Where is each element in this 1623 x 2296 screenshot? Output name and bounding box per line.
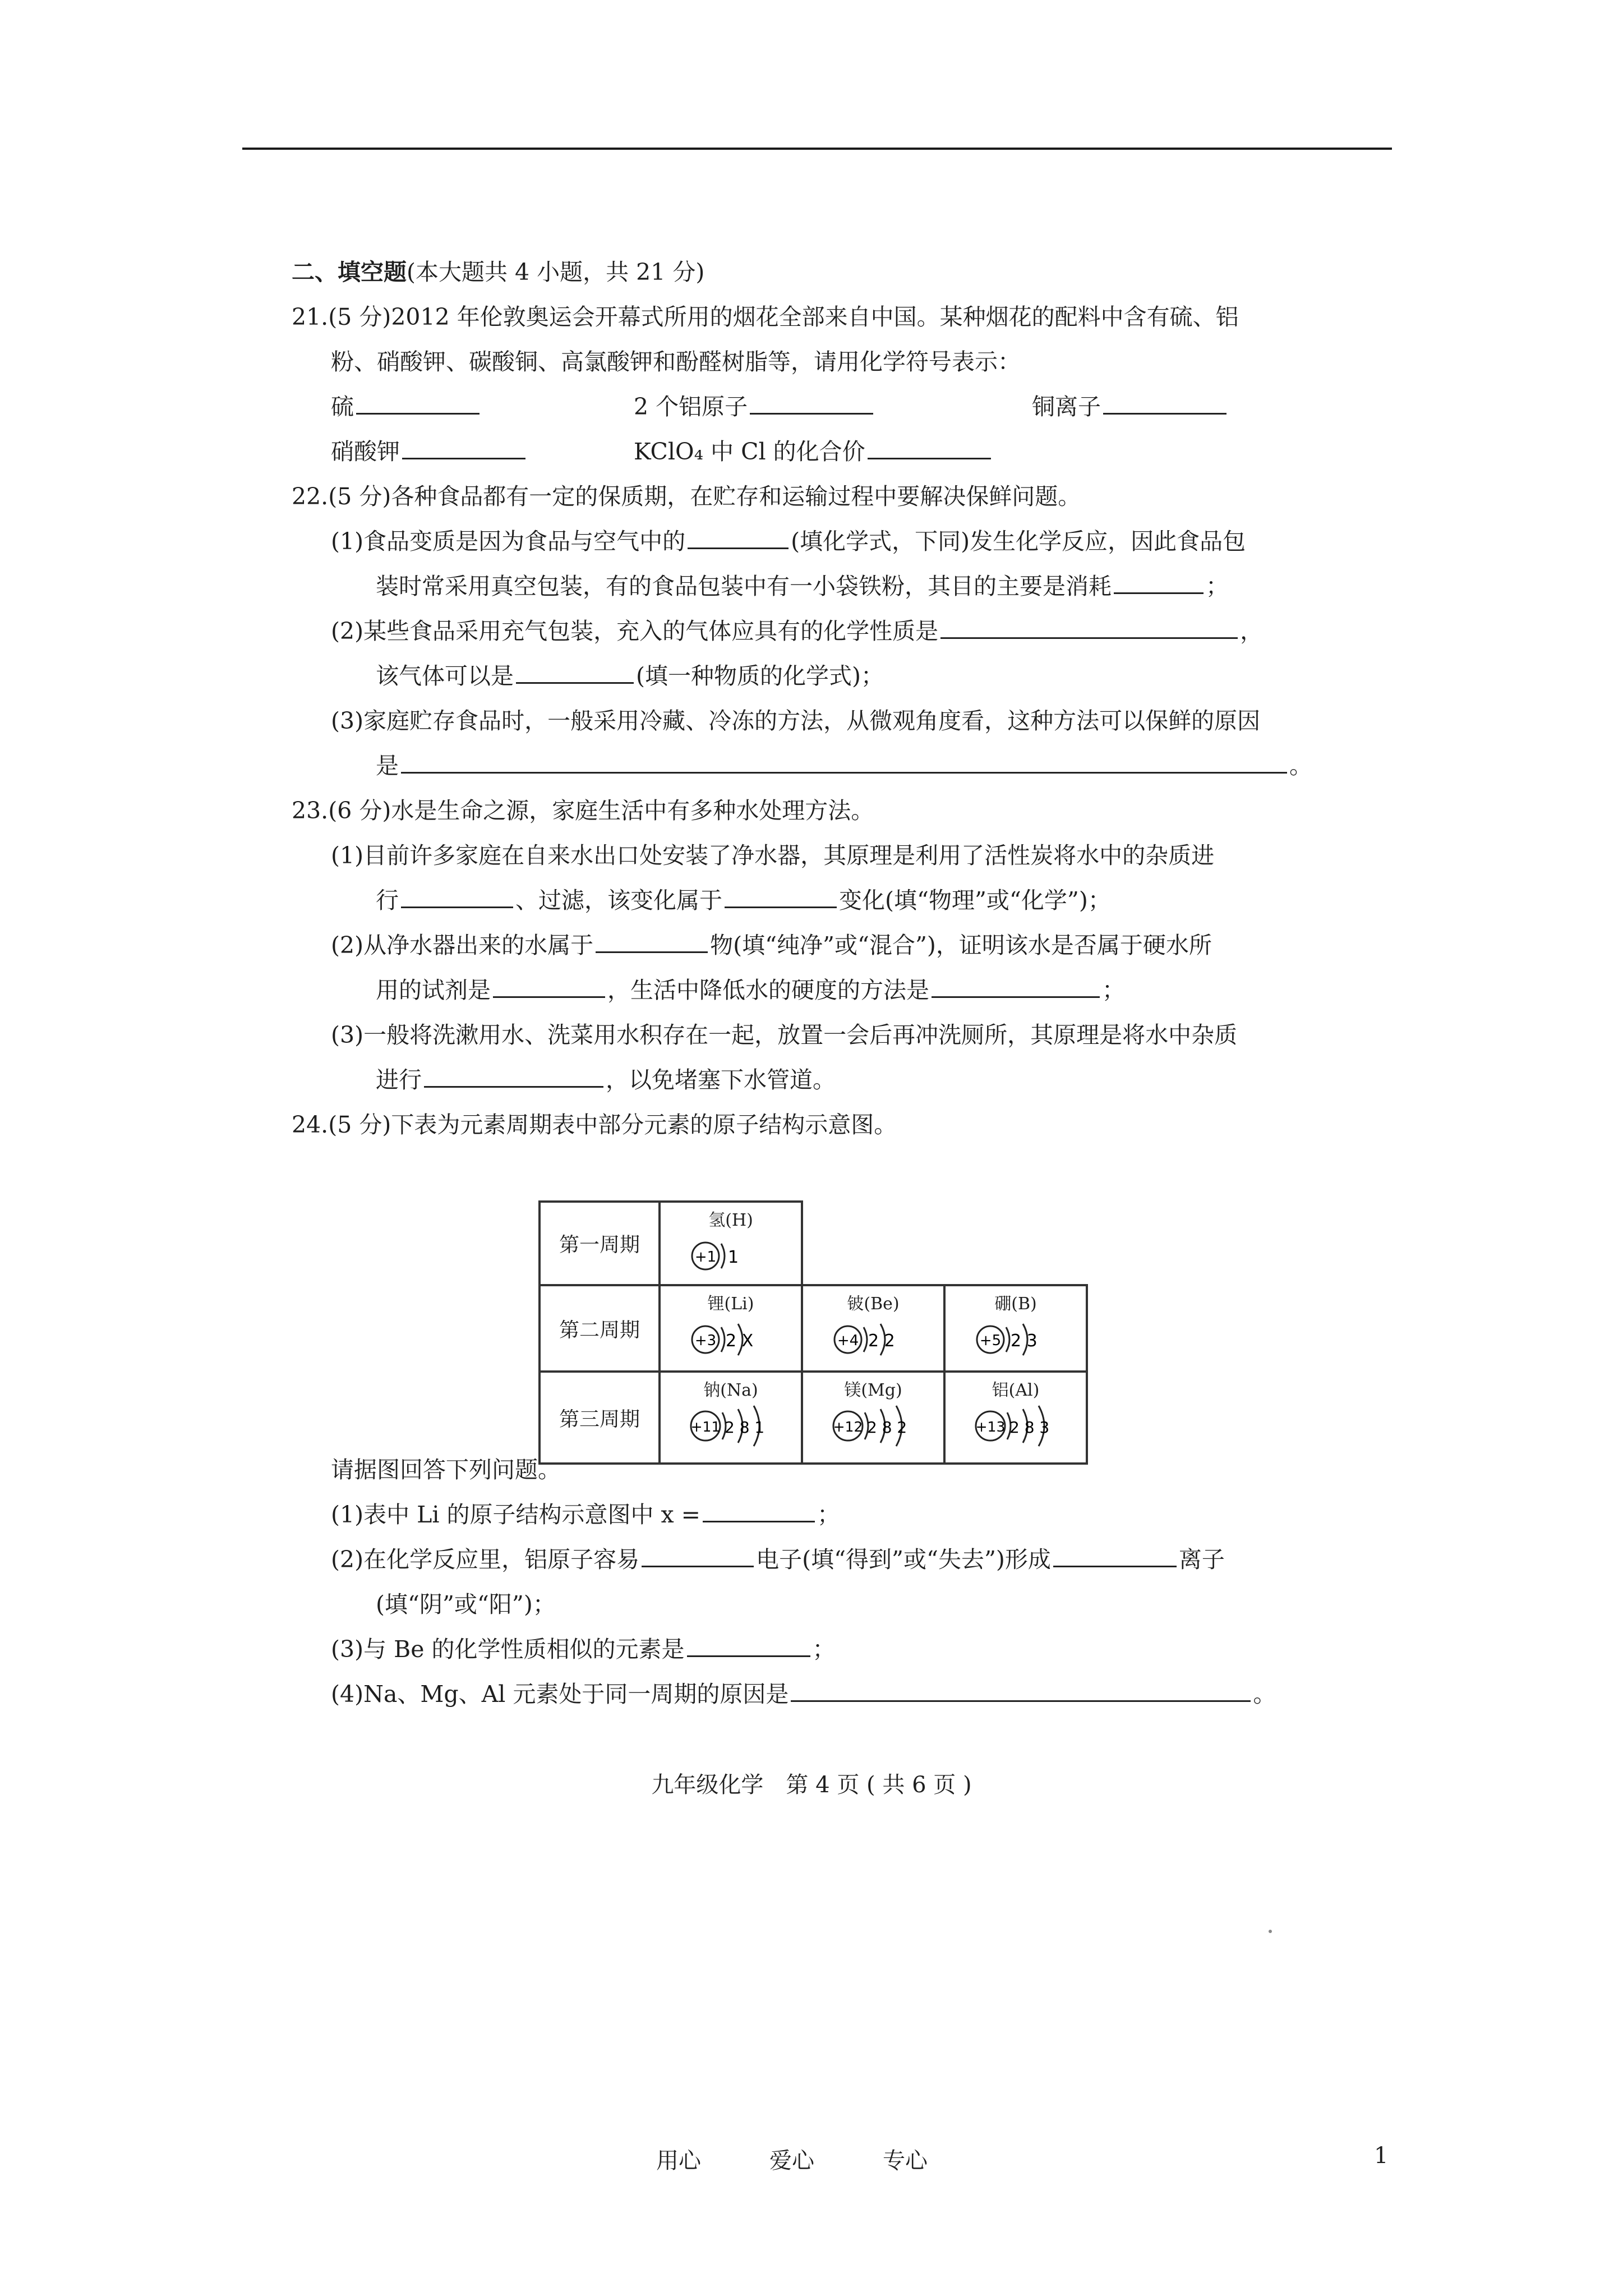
svg-text:+5: +5 (979, 1332, 1002, 1349)
element-cell-al (944, 1372, 1087, 1464)
q22-p1-line2: 装时常采用真空包装，有的食品包装中有一小袋铁粉，其目的主要是消耗 ； (376, 569, 1229, 603)
blank[interactable] (687, 1633, 810, 1657)
svg-text:+4: +4 (837, 1332, 859, 1349)
q22-intro: 22.(5 分)各种食品都有一定的保质期，在贮存和运输过程中要解决保鲜问题。 (292, 483, 1081, 510)
top-rule (242, 148, 1392, 150)
section-note: (本大题共 4 小题，共 21 分) (407, 259, 705, 286)
blank[interactable] (703, 1498, 815, 1522)
blank[interactable] (940, 615, 1238, 639)
blank[interactable] (1053, 1543, 1177, 1567)
element-cell-mg (802, 1372, 944, 1464)
scan-speck (1269, 1930, 1272, 1933)
svg-text:2 8 1: 2 8 1 (725, 1418, 765, 1437)
q24-intro: 24.(5 分)下表为元素周期表中部分元素的原子结构示意图。 (292, 1111, 897, 1138)
element-name: 氢(H) (708, 1211, 753, 1230)
period-label: 第一周期 (540, 1202, 660, 1285)
blank[interactable] (516, 660, 634, 684)
blank[interactable] (401, 884, 513, 908)
element-name: 铍(Be) (847, 1294, 900, 1314)
slogan: 用心 (656, 2148, 701, 2174)
atom-diagram-be (831, 1317, 938, 1362)
svg-text:2 2: 2 2 (868, 1331, 895, 1351)
svg-text:2 8 2: 2 8 2 (867, 1418, 907, 1437)
element-name: 铝(Al) (992, 1381, 1040, 1400)
q21-item-kno3: 硝酸钾 (331, 435, 528, 468)
blank[interactable] (868, 435, 991, 459)
blank[interactable] (750, 390, 873, 415)
section-heading (292, 255, 704, 289)
slogan: 专心 (883, 2148, 928, 2174)
section-title: 二、填空题 (292, 259, 407, 286)
page-number: 1 (1374, 2143, 1389, 2169)
element-name: 锂(Li) (707, 1294, 754, 1314)
slogan: 爱心 (769, 2148, 814, 2174)
element-cell-be (802, 1285, 944, 1372)
blank[interactable] (356, 390, 479, 415)
atom-diagram-mg (831, 1404, 938, 1448)
page-footer: 九年级化学 第 4 页 ( 共 6 页 ) (651, 1772, 972, 1798)
nucleus-charge: +1 (694, 1249, 717, 1266)
blank[interactable] (932, 974, 1100, 998)
q21-item-al: 2 个铝原子 (634, 390, 875, 424)
element-cell-li (660, 1285, 802, 1372)
period-label: 第二周期 (540, 1285, 660, 1372)
q22-p2-line2: 该气体可以是 (填一种物质的化学式)； (376, 659, 884, 693)
svg-text:+13: +13 (975, 1419, 1006, 1435)
element-cell-b (944, 1285, 1087, 1372)
table-row (540, 1202, 1087, 1285)
blank[interactable] (642, 1543, 754, 1567)
atom-diagram-h (689, 1234, 795, 1278)
blank[interactable] (424, 1064, 603, 1088)
element-name: 钠(Na) (703, 1381, 758, 1400)
element-name: 镁(Mg) (844, 1381, 902, 1400)
q24-prompt: 请据图回答下列问题。 (331, 1456, 561, 1483)
blank[interactable] (688, 525, 789, 549)
blank[interactable] (791, 1678, 1251, 1702)
q24-s2-line2: (填“阴”或“阳”)； (376, 1591, 556, 1618)
table-row (540, 1372, 1087, 1464)
q21-item-s: 硫 (331, 390, 482, 424)
blank[interactable] (1114, 570, 1204, 594)
blank[interactable] (401, 749, 1287, 774)
element-name: 硼(B) (994, 1294, 1037, 1314)
blank[interactable] (725, 884, 837, 908)
table-row (540, 1285, 1087, 1372)
q23-intro: 23.(6 分)水是生命之源，家庭生活中有多种水处理方法。 (292, 797, 874, 824)
q21-row1 (331, 390, 1284, 424)
q24-s1: (1)表中 Li 的原子结构示意图中 x = ； (331, 1498, 840, 1531)
svg-text:2 3: 2 3 (1011, 1331, 1038, 1351)
q21-line1: 21.(5 分)2012 年伦敦奥运会开幕式所用的烟花全部来自中国。某种烟花的配料中含有硫、铝 (292, 303, 1239, 330)
q23-p1-line1: (1)目前许多家庭在自来水出口处安装了净水器，其原理是利用了活性炭将水中的杂质进 (331, 842, 1215, 869)
q21-item-cu: 铜离子 (1032, 390, 1229, 424)
svg-text:+11: +11 (690, 1419, 721, 1435)
atom-diagram-na (689, 1404, 795, 1448)
svg-text:2 X: 2 X (726, 1331, 754, 1351)
q22-p2-line1: (2)某些食品采用充气包装，充入的气体应具有的化学性质是 ， (331, 614, 1263, 648)
atom-diagram-li (689, 1317, 795, 1362)
q22-p3-line2: 是 。 (376, 749, 1312, 783)
q23-p3-line2: 进行 ，以免堵塞下水管道。 (376, 1063, 836, 1097)
svg-text:2 8 3: 2 8 3 (1009, 1418, 1050, 1437)
svg-text:+12: +12 (833, 1419, 863, 1435)
q23-p2-line2: 用的试剂是 ，生活中降低水的硬度的方法是 ； (376, 973, 1125, 1007)
blank[interactable] (596, 929, 708, 953)
period-label: 第三周期 (540, 1372, 660, 1464)
shell-electrons: 1 (728, 1248, 739, 1267)
q22-p1-line1: (1)食品变质是因为食品与空气中的 (填化学式，下同)发生化学反应，因此食品包 (331, 524, 1246, 558)
q24-s3: (3)与 Be 的化学性质相似的元素是 ； (331, 1632, 836, 1666)
q22-p3-line1: (3)家庭贮存食品时，一般采用冷藏、冷冻的方法，从微观角度看，这种方法可以保鲜的原因 (331, 707, 1261, 734)
q23-p1-line2: 行 、过滤，该变化属于 变化(填“物理”或“化学”)； (376, 884, 1111, 917)
periodic-table (538, 1200, 1088, 1465)
atom-diagram-b (974, 1317, 1080, 1362)
element-cell-h (660, 1202, 802, 1285)
q24-s2-line1: (2)在化学反应里，铝原子容易 电子(填“得到”或“失去”)形成 离子 (331, 1543, 1225, 1576)
q24-s4: (4)Na、Mg、Al 元素处于同一周期的原因是 。 (331, 1677, 1276, 1711)
svg-text:+3: +3 (694, 1332, 717, 1349)
element-cell-na (660, 1372, 802, 1464)
blank[interactable] (1103, 390, 1227, 415)
q21-item-kclo4: KClO₄ 中 Cl 的化合价 (634, 435, 993, 468)
blank[interactable] (402, 435, 525, 459)
blank[interactable] (493, 974, 605, 998)
q21-row2 (331, 435, 1284, 468)
q23-p2-line1: (2)从净水器出来的水属于 物(填“纯净”或“混合”)，证明该水是否属于硬水所 (331, 928, 1212, 962)
atom-diagram-al (974, 1404, 1080, 1448)
q23-p3-line1: (3)一般将洗漱用水、洗菜用水积存在一起，放置一会后再冲洗厕所，其原理是将水中杂质 (331, 1022, 1238, 1048)
q21-line2: 粉、硝酸钾、碳酸铜、高氯酸钾和酚醛树脂等，请用化学符号表示： (331, 348, 1021, 375)
